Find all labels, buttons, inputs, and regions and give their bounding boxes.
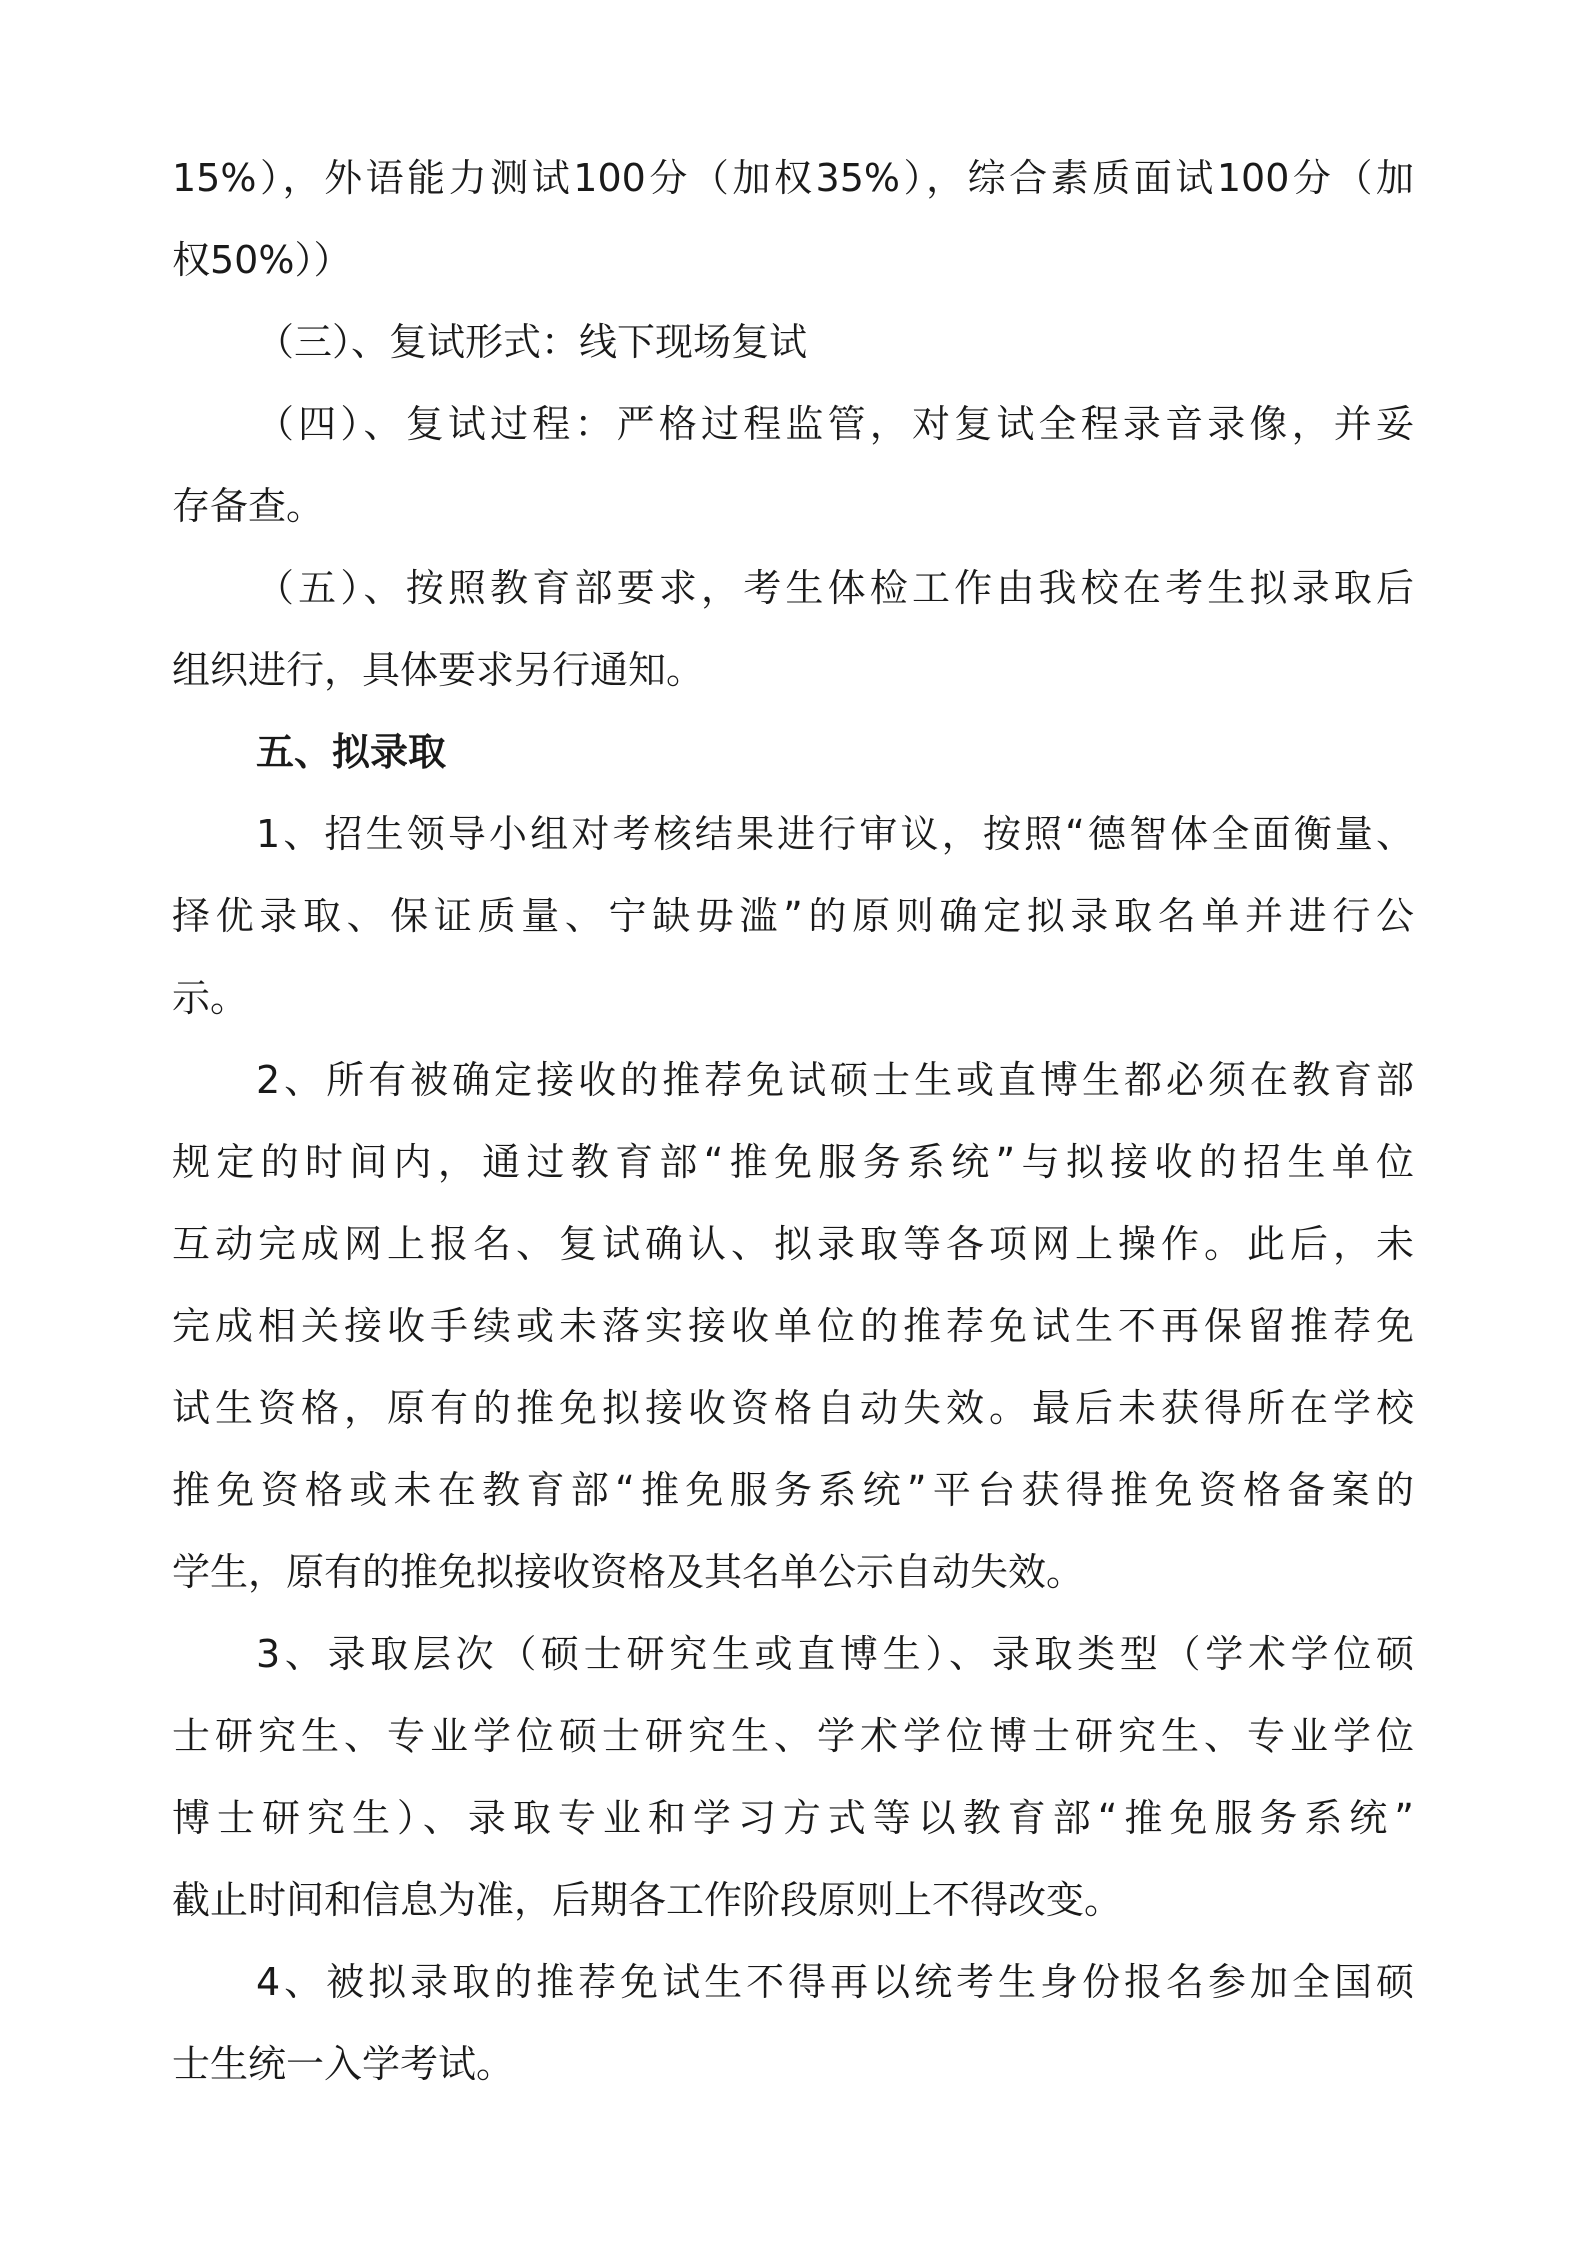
text-line: 15%），外语能力测试100分（加权35%），综合素质面试100分（加 <box>172 156 1414 200</box>
text-line: （四）、复试过程：严格过程监管，对复试全程录音录像，并妥 <box>256 402 1414 446</box>
text-line: 示。 <box>172 976 249 1020</box>
text-line: 完成相关接收手续或未落实接收单位的推荐免试生不再保留推荐免 <box>172 1304 1414 1348</box>
text-line: 推免资格或未在教育部“推免服务系统”平台获得推免资格备案的 <box>172 1468 1414 1512</box>
text-line: 博士研究生）、录取专业和学习方式等以教育部“推免服务系统” <box>172 1796 1414 1840</box>
text-line: 3、录取层次（硕士研究生或直博生）、录取类型（学术学位硕 <box>256 1632 1414 1676</box>
text-line: 择优录取、保证质量、宁缺毋滥”的原则确定拟录取名单并进行公 <box>172 894 1414 938</box>
text-line: 规定的时间内，通过教育部“推免服务系统”与拟接收的招生单位 <box>172 1140 1414 1184</box>
text-line: 1、招生领导小组对考核结果进行审议，按照“德智体全面衡量、 <box>256 812 1414 856</box>
text-line: 试生资格，原有的推免拟接收资格自动失效。最后未获得所在学校 <box>172 1386 1414 1430</box>
text-line: 互动完成网上报名、复试确认、拟录取等各项网上操作。此后，未 <box>172 1222 1414 1266</box>
text-line: 权50%）） <box>172 238 352 282</box>
text-line: 截止时间和信息为准，后期各工作阶段原则上不得改变。 <box>172 1878 1123 1922</box>
text-line: 4、被拟录取的推荐免试生不得再以统考生身份报名参加全国硕 <box>256 1960 1414 2004</box>
text-line: 2、所有被确定接收的推荐免试硕士生或直博生都必须在教育部 <box>256 1058 1414 1102</box>
text-line: 组织进行，具体要求另行通知。 <box>172 648 705 692</box>
text-line: （三）、复试形式：线下现场复试 <box>256 320 808 364</box>
text-line: 学生，原有的推免拟接收资格及其名单公示自动失效。 <box>172 1550 1085 1594</box>
text-line: 士研究生、专业学位硕士研究生、学术学位博士研究生、专业学位 <box>172 1714 1414 1758</box>
text-line: （五）、按照教育部要求，考生体检工作由我校在考生拟录取后 <box>256 566 1414 610</box>
text-line: 存备查。 <box>172 484 325 528</box>
text-line: 士生统一入学考试。 <box>172 2042 515 2086</box>
section-heading: 五、拟录取 <box>256 730 447 774</box>
